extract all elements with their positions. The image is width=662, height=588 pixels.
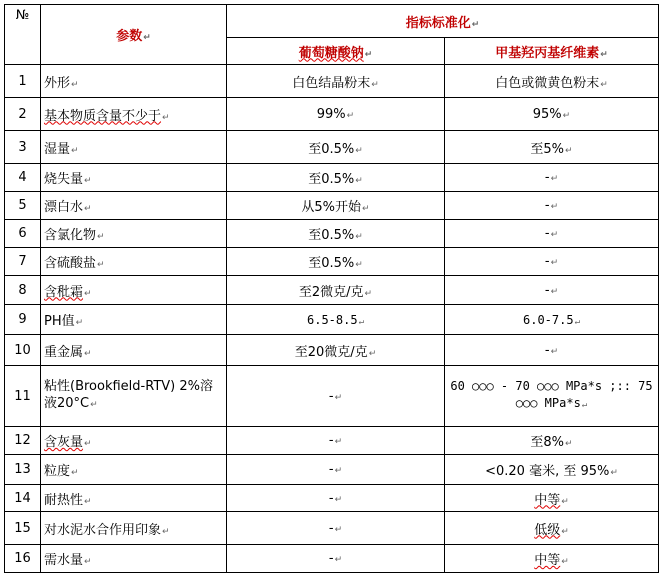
row-value-b [445, 335, 659, 366]
table-row [5, 65, 659, 98]
paragraph-mark: ↵ [334, 555, 343, 565]
row-param-text: 外形 [44, 75, 71, 91]
paragraph-mark: ↵ [550, 202, 559, 212]
paragraph-mark: ↵ [561, 557, 569, 567]
paragraph-mark: ↵ [358, 316, 364, 327]
table-row [5, 545, 659, 573]
row-param [41, 305, 227, 335]
row-param-text: 粒度 [44, 464, 71, 479]
value-a-text: 6.5-8.5 [307, 312, 358, 327]
header-row-1 [5, 5, 659, 38]
paragraph-mark: ↵ [550, 230, 559, 240]
value-b-text: - [544, 282, 550, 298]
row-value-a [227, 366, 445, 427]
row-param-text: 重金属 [44, 344, 84, 360]
value-b-text: <0.20 毫米, 至 95% [485, 464, 610, 479]
paragraph-mark: ↵ [600, 79, 608, 90]
value-b-text: - [544, 226, 550, 241]
paragraph-mark: ↵ [368, 348, 377, 359]
value-b-text: - [544, 254, 550, 269]
value-a-text: 至2微克/克 [298, 284, 364, 300]
row-no: 7 [5, 248, 41, 276]
paragraph-mark: ↵ [610, 468, 618, 478]
row-no: 13 [5, 455, 41, 485]
row-value-b [445, 545, 659, 573]
table-row [5, 98, 659, 131]
row-no: 2 [5, 98, 41, 131]
paragraph-mark: ↵ [84, 348, 92, 359]
table-row [5, 455, 659, 485]
value-b-text: - [544, 170, 550, 185]
row-value-a [227, 65, 445, 98]
table-row [5, 427, 659, 455]
value-b-text: 6.0-7.5 [523, 312, 574, 327]
row-value-b [445, 164, 659, 192]
row-param [41, 248, 227, 276]
paragraph-mark: ↵ [84, 439, 92, 449]
row-param [41, 427, 227, 455]
paragraph-mark: ↵ [561, 496, 569, 507]
row-param-text: 含秕霜 [44, 284, 84, 300]
paragraph-mark: ↵ [565, 145, 573, 156]
row-no: 4 [5, 164, 41, 192]
paragraph-mark: ↵ [346, 110, 355, 121]
paragraph-mark: ↵ [550, 346, 559, 357]
row-value-b [445, 455, 659, 485]
value-a-text: - [328, 433, 334, 448]
row-param [41, 220, 227, 248]
row-param-text: 对水泥水合作用印象 [44, 522, 162, 538]
table-row [5, 192, 659, 220]
row-param-text: 漂白水 [44, 200, 84, 215]
value-a-text: 至0.5% [308, 228, 355, 243]
paragraph-mark: ↵ [581, 400, 588, 410]
paragraph-mark: ↵ [574, 316, 580, 327]
row-no: 8 [5, 276, 41, 305]
value-a-text: - [328, 462, 334, 477]
value-a-text: 白色结晶粉末 [292, 75, 371, 91]
value-a-text: - [328, 551, 334, 566]
header-col2-label: 甲基羟丙基纤维素 [495, 45, 600, 61]
row-value-a [227, 512, 445, 545]
row-value-a [227, 485, 445, 512]
paragraph-mark: ↵ [355, 232, 363, 242]
row-param [41, 512, 227, 545]
paragraph-mark: ↵ [97, 260, 105, 270]
table-row [5, 485, 659, 512]
table-row [5, 335, 659, 366]
row-param-text: 需水量 [44, 553, 84, 568]
value-a-text: - [328, 388, 334, 404]
row-param-text: 湿量 [44, 141, 71, 157]
value-b-text: 至5% [530, 141, 565, 157]
paragraph-mark: ↵ [550, 174, 559, 184]
paragraph-mark: ↵ [600, 49, 608, 60]
row-no: 1 [5, 65, 41, 98]
row-value-a [227, 192, 445, 220]
row-value-b [445, 65, 659, 98]
row-value-b [445, 276, 659, 305]
paragraph-mark: ↵ [562, 110, 571, 121]
paragraph-mark: ↵ [90, 400, 98, 410]
paragraph-mark: ↵ [97, 232, 105, 242]
paragraph-mark: ↵ [355, 176, 363, 186]
value-b-text: 至8% [530, 435, 565, 450]
table-row [5, 366, 659, 427]
value-b-text: - [544, 342, 550, 358]
row-param [41, 545, 227, 573]
row-value-a [227, 427, 445, 455]
value-b-text: 60 ○○○ - 70 ○○○ MPa*s ;:: 75 ○○○ MPa*s [450, 379, 653, 410]
header-col1-label: 葡萄糖酸钠 [298, 45, 364, 61]
paragraph-mark: ↵ [364, 49, 373, 60]
paragraph-mark: ↵ [143, 33, 151, 43]
row-value-a [227, 131, 445, 164]
row-param-text: 含氯化物 [44, 228, 97, 243]
row-value-a [227, 455, 445, 485]
row-param-text: 粘性(Brookfield-RTV) 2%溶液20°C [44, 379, 213, 411]
row-no: 6 [5, 220, 41, 248]
paragraph-mark: ↵ [162, 112, 170, 123]
paragraph-mark: ↵ [371, 79, 379, 90]
value-b-text: 中等 [534, 553, 561, 568]
row-param [41, 335, 227, 366]
row-no: 10 [5, 335, 41, 366]
row-param [41, 485, 227, 512]
row-param [41, 192, 227, 220]
row-value-a [227, 164, 445, 192]
row-no: 3 [5, 131, 41, 164]
paragraph-mark: ↵ [550, 286, 559, 297]
row-param-text: 基本物质含量不少于 [44, 108, 162, 124]
paragraph-mark: ↵ [84, 557, 92, 567]
row-no: 9 [5, 305, 41, 335]
paragraph-mark: ↵ [561, 526, 569, 537]
paragraph-mark: ↵ [84, 496, 92, 507]
row-param [41, 276, 227, 305]
row-value-b [445, 98, 659, 131]
row-param-text: 耐热性 [44, 492, 84, 508]
value-a-text: 至0.5% [308, 256, 355, 271]
table-row [5, 305, 659, 335]
row-value-a [227, 98, 445, 131]
row-no: 15 [5, 512, 41, 545]
row-value-a [227, 335, 445, 366]
value-a-text: 至0.5% [308, 172, 355, 187]
row-no: 12 [5, 427, 41, 455]
header-col1 [227, 38, 445, 65]
paragraph-mark: ↵ [334, 437, 343, 447]
row-value-b [445, 485, 659, 512]
value-a-text: - [328, 490, 334, 506]
row-no: 5 [5, 192, 41, 220]
row-value-b [445, 427, 659, 455]
paragraph-mark: ↵ [550, 258, 559, 268]
value-b-text: 白色或微黄色粉末 [495, 75, 600, 91]
paragraph-mark: ↵ [334, 392, 343, 403]
row-no: 11 [5, 366, 41, 427]
value-b-text: 95% [532, 106, 562, 122]
table-row [5, 131, 659, 164]
paragraph-mark: ↵ [71, 468, 79, 478]
value-b-text: 低级 [534, 522, 561, 538]
paragraph-mark: ↵ [71, 145, 79, 156]
paragraph-mark: ↵ [162, 526, 170, 537]
row-value-b [445, 248, 659, 276]
row-param [41, 65, 227, 98]
header-param-label: 参数 [116, 29, 143, 44]
paragraph-mark: ↵ [334, 466, 343, 476]
row-param [41, 131, 227, 164]
table-row [5, 276, 659, 305]
header-param [41, 5, 227, 65]
row-value-b [445, 512, 659, 545]
row-value-b [445, 131, 659, 164]
row-value-b [445, 220, 659, 248]
row-value-b [445, 192, 659, 220]
paragraph-mark: ↵ [364, 288, 373, 299]
header-no: № [5, 5, 41, 65]
row-param-text: 含硫酸盐 [44, 256, 97, 271]
paragraph-mark: ↵ [75, 318, 84, 328]
paragraph-mark: ↵ [355, 145, 363, 156]
header-standard [227, 5, 659, 38]
row-value-a [227, 305, 445, 335]
paragraph-mark: ↵ [84, 176, 92, 186]
paragraph-mark: ↵ [84, 288, 92, 299]
paragraph-mark: ↵ [71, 79, 79, 90]
paragraph-mark: ↵ [84, 204, 92, 214]
value-b-text: 中等 [534, 492, 561, 508]
row-param-text: 烧失量 [44, 172, 84, 187]
value-a-text: 至20微克/克 [294, 344, 368, 360]
row-value-a [227, 545, 445, 573]
paragraph-mark: ↵ [334, 524, 343, 535]
row-value-a [227, 276, 445, 305]
paragraph-mark: ↵ [471, 19, 480, 30]
row-param [41, 455, 227, 485]
table-row [5, 248, 659, 276]
header-standard-label: 指标标准化 [405, 15, 471, 31]
paragraph-mark: ↵ [355, 260, 363, 270]
row-no: 14 [5, 485, 41, 512]
spec-table [4, 4, 659, 573]
row-param [41, 366, 227, 427]
row-value-a [227, 220, 445, 248]
value-a-text: 至0.5% [308, 141, 355, 157]
row-value-b [445, 366, 659, 427]
table-row [5, 164, 659, 192]
row-value-b [445, 305, 659, 335]
table-row [5, 220, 659, 248]
row-param [41, 164, 227, 192]
value-a-text: 从5%开始 [301, 200, 362, 215]
paragraph-mark: ↵ [565, 439, 573, 449]
row-param [41, 98, 227, 131]
value-a-text: - [328, 520, 334, 536]
paragraph-mark: ↵ [334, 494, 343, 505]
value-b-text: - [544, 198, 550, 213]
table-row [5, 512, 659, 545]
row-no: 16 [5, 545, 41, 573]
row-param-text: PH值 [44, 314, 75, 329]
paragraph-mark: ↵ [362, 204, 370, 214]
row-value-a [227, 248, 445, 276]
header-col2 [445, 38, 659, 65]
row-param-text: 含灰量 [44, 435, 84, 450]
value-a-text: 99% [316, 106, 346, 122]
